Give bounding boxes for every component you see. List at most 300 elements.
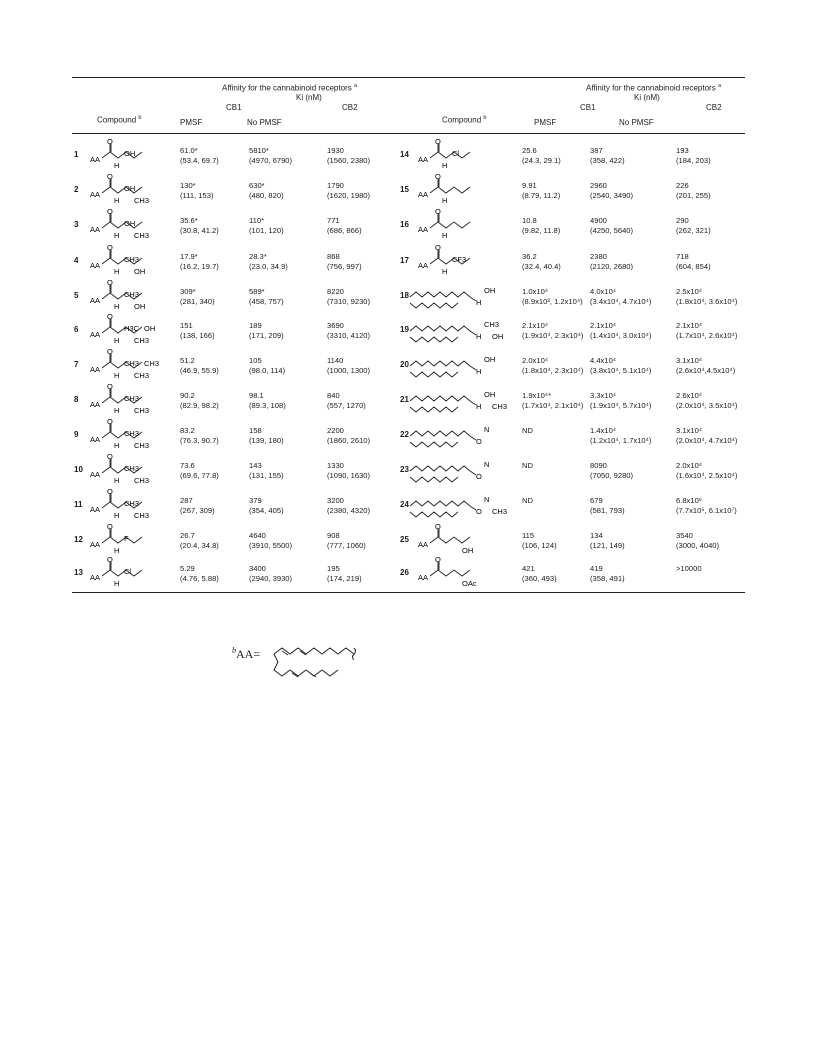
cb2-cell xyxy=(676,146,711,166)
structure-atom-label: H xyxy=(114,231,120,240)
ki-value: >10000 xyxy=(676,564,702,573)
confidence-interval: (777, 1060) xyxy=(327,541,366,550)
no-pmsf-cell xyxy=(590,252,633,272)
carbonyl-oxygen-label: O xyxy=(107,278,113,287)
ki-value: 2.5x10⁴ xyxy=(676,287,703,296)
structure-atom-label: CH3 xyxy=(124,394,140,403)
table-row xyxy=(400,137,745,176)
compound-number: 14 xyxy=(400,150,409,159)
ki-value: 287 xyxy=(180,496,193,505)
no-pmsf-cell xyxy=(590,531,625,551)
confidence-interval: (121, 149) xyxy=(590,541,625,550)
compound-structure xyxy=(90,555,176,592)
structure-atom-label: O xyxy=(476,472,482,481)
table-row xyxy=(72,382,402,421)
cb2-cell xyxy=(676,181,711,201)
aa-group-label: AA xyxy=(90,470,101,479)
confidence-interval: (201, 255) xyxy=(676,191,711,200)
compound-number: 10 xyxy=(74,465,83,474)
table-row xyxy=(72,417,402,456)
cb2-label-right: CB2 xyxy=(706,103,722,112)
aa-footnote-label: $^b$AA= xyxy=(232,646,261,661)
structure-atom-label: Cl xyxy=(452,149,460,158)
confidence-interval: (106, 124) xyxy=(522,541,557,550)
confidence-interval: (53.4, 69.7) xyxy=(180,156,219,165)
structure-atom-label: OH xyxy=(134,302,146,311)
confidence-interval: (138, 166) xyxy=(180,331,215,340)
ki-value: 17.9* xyxy=(180,252,198,261)
ki-value: 1930 xyxy=(327,146,344,155)
structure-cell xyxy=(408,490,528,524)
no-pmsf-cell xyxy=(590,287,651,307)
ki-value: 3690 xyxy=(327,321,344,330)
table-top-rule xyxy=(72,77,745,78)
cb2-cell xyxy=(676,426,737,446)
aa-group-label: AA xyxy=(90,365,101,374)
ki-value: 8090 xyxy=(590,461,607,470)
structure-atom-label: Cl xyxy=(124,567,132,576)
structure-atom-label: CH3 xyxy=(124,255,140,264)
confidence-interval: (4.76, 5.88) xyxy=(180,574,219,583)
structure-cell xyxy=(90,347,176,384)
cb1-label-right: CB1 xyxy=(580,103,596,112)
structure-cell xyxy=(408,385,528,419)
structure-cell xyxy=(408,420,528,454)
carbonyl-oxygen-label: O xyxy=(107,522,113,531)
pmsf-cell xyxy=(180,216,219,236)
ki-value: 1790 xyxy=(327,181,344,190)
ki-value: 26.7 xyxy=(180,531,195,540)
ki-value: 3200 xyxy=(327,496,344,505)
ki-value: 379 xyxy=(249,496,262,505)
compound-number: 18 xyxy=(400,291,409,300)
ki-value: 1330 xyxy=(327,461,344,470)
ki-value: 4900 xyxy=(590,216,607,225)
ki-value: 1.9x10⁴* xyxy=(522,391,552,400)
ki-value: 4.0x10⁴ xyxy=(590,287,617,296)
confidence-interval: (3910, 5500) xyxy=(249,541,293,550)
structure-atom-label: OH xyxy=(484,355,496,364)
pmsf-cell xyxy=(522,496,533,506)
compound-structure xyxy=(408,420,494,454)
ki-value: 718 xyxy=(676,252,689,261)
structure-atom-label: OH xyxy=(462,546,474,555)
carbonyl-oxygen-label: O xyxy=(435,555,441,564)
confidence-interval: (458, 757) xyxy=(249,297,284,306)
structure-atom-label: CH3 xyxy=(134,371,150,380)
confidence-interval: (2940, 3930) xyxy=(249,574,293,583)
structure-atom-label: OH xyxy=(484,286,496,295)
cb2-cell xyxy=(327,181,370,201)
ki-value: 105 xyxy=(249,356,262,365)
pmsf-cell xyxy=(522,321,583,341)
ki-value: 421 xyxy=(522,564,535,573)
ki-value: 151 xyxy=(180,321,193,330)
ki-value: 3540 xyxy=(676,531,693,540)
structure-atom-label: N xyxy=(484,495,490,504)
structure-atom-label: CH3 xyxy=(134,406,150,415)
ki-value: 10.8 xyxy=(522,216,537,225)
structure-atom-label: H xyxy=(442,161,448,170)
no-pmsf-cell xyxy=(249,356,285,376)
compound-structure xyxy=(408,455,494,489)
carbonyl-oxygen-label: O xyxy=(107,172,113,181)
confidence-interval: (98.0, 114) xyxy=(249,366,286,375)
ki-value: 2.1x10⁴ xyxy=(522,321,549,330)
structure-atom-label: OH xyxy=(484,390,496,399)
cb2-cell xyxy=(676,391,737,411)
aa-group-label: AA xyxy=(418,225,429,234)
aa-group-label: AA xyxy=(90,400,101,409)
table-row xyxy=(72,207,402,246)
pmsf-cell xyxy=(180,146,219,166)
carbonyl-oxygen-label: O xyxy=(107,382,113,391)
affinity-title-left: Affinity for the cannabinoid receptors $^a$ xyxy=(222,83,358,93)
ki-value: 35.6* xyxy=(180,216,198,225)
structure-atom-label: OH xyxy=(124,149,136,158)
confidence-interval: (557, 1270) xyxy=(327,401,366,410)
pmsf-cell xyxy=(180,356,219,376)
confidence-interval: (69.6, 77.8) xyxy=(180,471,219,480)
ki-value: 73.6 xyxy=(180,461,195,470)
ki-value: 1.4x10⁴ xyxy=(590,426,617,435)
confidence-interval: (262, 321) xyxy=(676,226,711,235)
compound-number: 3 xyxy=(74,220,79,229)
confidence-interval: (9.82, 11.8) xyxy=(522,226,561,235)
table-row xyxy=(400,455,745,491)
confidence-interval: (4250, 5640) xyxy=(590,226,634,235)
cb2-cell xyxy=(327,146,370,166)
pmsf-cell xyxy=(180,426,219,446)
no-pmsf-cell xyxy=(590,461,633,481)
aa-footnote xyxy=(232,640,362,680)
structure-atom-label: H3C xyxy=(124,324,140,333)
table-header-rule xyxy=(72,133,745,134)
structure-atom-label: H xyxy=(442,231,448,240)
compound-structure xyxy=(90,172,176,209)
aa-group-label: AA xyxy=(418,155,429,164)
ki-value: 98.1 xyxy=(249,391,264,400)
confidence-interval: (24.3, 29.1) xyxy=(522,156,561,165)
carbonyl-oxygen-label: O xyxy=(435,207,441,216)
ki-value: 2.0x10⁴ xyxy=(676,461,703,470)
compound-number: 9 xyxy=(74,430,79,439)
no-pmsf-cell xyxy=(249,531,292,551)
ki-label-right: Ki (nM) xyxy=(634,93,660,102)
structure-cell xyxy=(408,315,528,349)
affinity-title-right: Affinity for the cannabinoid receptors $^a$ xyxy=(586,83,722,93)
table-row xyxy=(72,487,402,526)
cb2-label-left: CB2 xyxy=(342,103,358,112)
ki-value: 130* xyxy=(180,181,196,190)
confidence-interval: (281, 340) xyxy=(180,297,215,306)
cb2-cell xyxy=(327,461,370,481)
confidence-interval: (1.7x10⁴, 2.1x10⁴) xyxy=(522,401,584,410)
table-row xyxy=(400,315,745,351)
compound-structure xyxy=(408,315,504,349)
confidence-interval: (46.9, 55.9) xyxy=(180,366,219,375)
compound-structure xyxy=(90,347,176,384)
compound-number: 7 xyxy=(74,360,79,369)
cb2-cell xyxy=(676,461,737,481)
structure-atom-label: CH3 xyxy=(134,196,150,205)
carbonyl-oxygen-label: O xyxy=(435,137,441,146)
compound-structure xyxy=(90,417,176,454)
aa-group-label: AA xyxy=(90,225,101,234)
carbonyl-oxygen-label: O xyxy=(107,487,113,496)
ki-value: 2.1x10⁴ xyxy=(676,321,703,330)
pmsf-cell xyxy=(522,426,533,436)
confidence-interval: (111, 153) xyxy=(180,191,214,200)
structure-atom-label: CH3 xyxy=(484,320,500,329)
aa-group-label: AA xyxy=(90,505,101,514)
no-pmsf-cell xyxy=(590,426,651,446)
table-row xyxy=(400,172,745,211)
structure-atom-label: OH xyxy=(124,184,136,193)
no-pmsf-cell xyxy=(249,252,288,272)
pmsf-cell xyxy=(522,287,583,307)
structure-cell xyxy=(408,281,528,315)
compound-label-left: Compound $^b$ xyxy=(97,115,142,125)
no-pmsf-cell xyxy=(590,321,651,341)
carbonyl-oxygen-label: O xyxy=(107,555,113,564)
structure-cell xyxy=(418,137,504,174)
ki-label-left: Ki (nM) xyxy=(296,93,322,102)
structure-cell xyxy=(90,452,176,489)
pmsf-cell xyxy=(522,356,583,376)
carbonyl-oxygen-label: O xyxy=(107,312,113,321)
table-row xyxy=(72,243,402,282)
confidence-interval: (3000, 4040) xyxy=(676,541,720,550)
carbonyl-oxygen-label: O xyxy=(107,207,113,216)
structure-atom-label: H xyxy=(114,441,120,450)
structure-atom-label: OH xyxy=(134,267,146,276)
structure-atom-label: CH3 xyxy=(124,429,140,438)
compound-structure xyxy=(408,281,494,315)
confidence-interval: (23.0, 34.9) xyxy=(249,262,288,271)
confidence-interval: (174, 219) xyxy=(327,574,362,583)
no-pmsf-cell xyxy=(249,181,284,201)
confidence-interval: (7310, 9230) xyxy=(327,297,371,306)
confidence-interval: (3310, 4120) xyxy=(327,331,371,340)
structure-atom-label: CH3 xyxy=(134,441,150,450)
structure-cell xyxy=(90,522,176,559)
carbonyl-oxygen-label: O xyxy=(435,172,441,181)
compound-number: 1 xyxy=(74,150,79,159)
ki-value: 25.6 xyxy=(522,146,537,155)
no-pmsf-cell xyxy=(249,496,284,516)
compound-structure xyxy=(418,243,504,280)
structure-atom-label: F xyxy=(124,534,129,543)
structure-atom-label: CH3 xyxy=(124,464,140,473)
structure-atom-label: H xyxy=(114,546,120,555)
structure-cell xyxy=(90,278,176,315)
structure-atom-label: N xyxy=(484,425,490,434)
compound-structure xyxy=(418,207,504,244)
ki-value: 2200 xyxy=(327,426,344,435)
cb2-cell xyxy=(327,391,366,411)
compound-structure xyxy=(90,487,176,524)
structure-cell xyxy=(90,172,176,209)
ki-value: 630* xyxy=(249,181,265,190)
confidence-interval: (3.4x10⁴, 4.7x10⁴) xyxy=(590,297,652,306)
ki-value: 189 xyxy=(249,321,262,330)
table-row xyxy=(72,172,402,211)
compound-structure xyxy=(90,243,176,280)
cb2-cell xyxy=(676,287,737,307)
ki-value: 134 xyxy=(590,531,603,540)
compound-number: 15 xyxy=(400,185,409,194)
no-pmsf-cell xyxy=(249,146,292,166)
confidence-interval: (1.2x10⁴, 1.7x10⁴) xyxy=(590,436,652,445)
structure-cell xyxy=(418,172,504,209)
confidence-interval: (171, 209) xyxy=(249,331,284,340)
pmsf-cell xyxy=(522,146,561,166)
no-pmsf-cell xyxy=(590,356,651,376)
confidence-interval: (2.0x10⁴, 3.5x10⁴) xyxy=(676,401,738,410)
aa-group-label: AA xyxy=(418,573,429,582)
cb2-cell xyxy=(327,564,362,584)
confidence-interval: (1560, 2380) xyxy=(327,156,371,165)
pmsf-cell xyxy=(522,564,557,584)
ki-value: ND xyxy=(522,426,533,435)
pmsf-cell xyxy=(522,391,583,411)
pmsf-cell xyxy=(180,252,219,272)
compound-number: 6 xyxy=(74,325,79,334)
confidence-interval: (354, 405) xyxy=(249,506,284,515)
confidence-interval: (1620, 1980) xyxy=(327,191,371,200)
ki-value: 840 xyxy=(327,391,340,400)
no-pmsf-cell xyxy=(590,181,633,201)
ki-value: 51.2 xyxy=(180,356,195,365)
cb2-cell xyxy=(327,356,370,376)
confidence-interval: (8.79, 11.2) xyxy=(522,191,561,200)
confidence-interval: (131, 155) xyxy=(249,471,284,480)
ki-value: 2.1x10⁴ xyxy=(590,321,617,330)
compound-number: 11 xyxy=(74,500,83,509)
no-pmsf-cell xyxy=(249,564,292,584)
compound-number: 20 xyxy=(400,360,409,369)
ki-value: 290 xyxy=(676,216,689,225)
cb2-cell xyxy=(327,531,366,551)
ki-value: 2960 xyxy=(590,181,607,190)
structure-atom-label: H xyxy=(114,371,120,380)
no-pmsf-cell xyxy=(249,216,284,236)
confidence-interval: (7050, 9280) xyxy=(590,471,634,480)
structure-atom-label: H xyxy=(442,267,448,276)
structure-atom-label: H xyxy=(476,402,482,411)
pmsf-cell xyxy=(180,531,219,551)
table-row xyxy=(400,555,745,594)
confidence-interval: (3.8x10⁴, 5.1x10⁴) xyxy=(590,366,652,375)
ki-value: 2.0x10⁴ xyxy=(522,356,549,365)
structure-atom-label: H xyxy=(114,161,120,170)
table-row xyxy=(400,281,745,317)
ki-value: 83.2 xyxy=(180,426,195,435)
pmsf-cell xyxy=(180,287,215,307)
aa-group-label: AA xyxy=(418,261,429,270)
confidence-interval: (360, 493) xyxy=(522,574,557,583)
structure-cell xyxy=(418,522,504,559)
pmsf-cell xyxy=(180,181,214,201)
ki-value: 3.1x10⁴ xyxy=(676,426,703,435)
ki-value: 158 xyxy=(249,426,262,435)
structure-atom-label: CH3 xyxy=(134,336,150,345)
cb2-cell xyxy=(676,321,737,341)
structure-atom-label: OH xyxy=(492,332,504,341)
structure-cell xyxy=(418,243,504,280)
structure-atom-label: OH xyxy=(144,324,156,333)
pmsf-cell xyxy=(180,564,219,584)
ki-value: 2.6x10⁴ xyxy=(676,391,703,400)
confidence-interval: (1860, 2610) xyxy=(327,436,371,445)
confidence-interval: (20.4, 34.8) xyxy=(180,541,219,550)
ki-value: 9.91 xyxy=(522,181,537,190)
ki-value: 110* xyxy=(249,216,265,225)
table-row xyxy=(400,350,745,386)
no-pmsf-cell xyxy=(249,321,284,341)
structure-atom-label: CH3 xyxy=(134,231,150,240)
compound-structure xyxy=(418,172,504,209)
confidence-interval: (1.8x10⁴, 3.6x10⁴) xyxy=(676,297,738,306)
structure-atom-label: CF3 xyxy=(452,255,467,264)
structure-atom-label: H xyxy=(114,406,120,415)
cb2-cell xyxy=(327,321,370,341)
structure-cell xyxy=(90,137,176,174)
structure-cell xyxy=(90,487,176,524)
confidence-interval: (76.3, 90.7) xyxy=(180,436,219,445)
structure-cell xyxy=(408,350,528,384)
pmsf-cell xyxy=(522,461,533,471)
ki-value: 309* xyxy=(180,287,196,296)
confidence-interval: (139, 180) xyxy=(249,436,284,445)
ki-value: 28.3* xyxy=(249,252,267,261)
ki-value: 3.3x10⁴ xyxy=(590,391,617,400)
compound-label-right: Compound $^b$ xyxy=(442,115,487,125)
ki-value: 6.8x10⁶ xyxy=(676,496,702,505)
confidence-interval: (82.9, 98.2) xyxy=(180,401,219,410)
confidence-interval: (1.9x10⁴, 5.7x10⁴) xyxy=(590,401,652,410)
confidence-interval: (1.6x10⁴, 2.5x10⁴) xyxy=(676,471,738,480)
arachidonoyl-chain-structure xyxy=(270,640,360,680)
compound-number: 21 xyxy=(400,395,409,404)
ki-value: 3.1x10⁴ xyxy=(676,356,703,365)
ki-value: 90.2 xyxy=(180,391,195,400)
confidence-interval: (16.2, 19.7) xyxy=(180,262,219,271)
structure-atom-label: CH3 xyxy=(492,402,508,411)
compound-structure xyxy=(90,452,176,489)
confidence-interval: (1000, 1300) xyxy=(327,366,371,375)
pmsf-cell xyxy=(522,181,560,201)
structure-cell xyxy=(418,207,504,244)
compound-structure xyxy=(418,137,504,174)
ki-value: 4.4x10⁴ xyxy=(590,356,617,365)
confidence-interval: (358, 422) xyxy=(590,156,625,165)
table-row xyxy=(400,490,745,526)
ki-value: 4640 xyxy=(249,531,266,540)
no-pmsf-cell xyxy=(249,426,284,446)
compound-number: 12 xyxy=(74,535,83,544)
structure-atom-label: CH3 xyxy=(134,511,150,520)
compound-number: 5 xyxy=(74,291,79,300)
ki-value: 115 xyxy=(522,531,535,540)
ki-value: 387 xyxy=(590,146,603,155)
cb2-cell xyxy=(327,426,370,446)
compound-number: 22 xyxy=(400,430,409,439)
structure-cell xyxy=(90,555,176,592)
cb2-cell xyxy=(327,287,370,307)
structure-cell xyxy=(90,382,176,419)
